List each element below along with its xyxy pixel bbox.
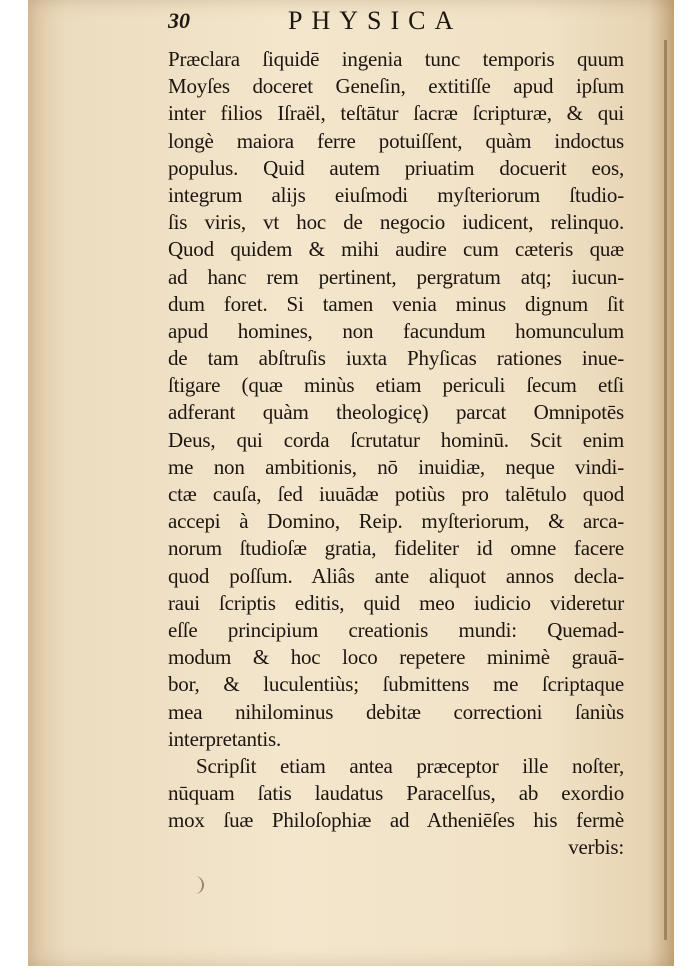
page-edge-shadow [664,40,667,940]
text-line: Deus, qui corda ſcrutatur hominū. Scit enim [168,427,624,452]
text-line: integrum alijs eiuſmodi myſteriorum ſtudio- [168,182,624,207]
text-line: de tam abſtruſis iuxta Phyſicas rationes inue- [168,346,624,371]
text-line: adferant quàm theologicę) parcat Omnipotēs [168,400,624,425]
text-line: inter filios Iſraël, teſtātur ſacræ ſcripturæ, & qui [168,101,624,126]
text-line: verbis: [568,835,624,860]
text-line: bor, & luculentiùs; ſubmittens me ſcriptaque [168,672,624,697]
body-text [168,46,624,862]
text-line: apud homines, non facundum homunculum [168,318,624,343]
text-line: ſtigare (quæ minùs etiam periculi ſecum etſi [168,373,624,398]
text-line: Moyſes doceret Geneſin, extitiſſe apud ipſum [168,74,624,99]
text-line: norum ſtudioſæ gratia, fideliter id omne facere [168,536,624,561]
text-line: nūquam ſatis laudatus Paracelſus, ab exordio [168,781,624,806]
text-line: longè maiora ferre potuiſſent, quàm indoctus [168,128,624,153]
page-number: 30 [168,8,190,33]
text-line: mea nihilominus debitæ correctioni ſaniùs [168,699,624,724]
text-line: ad hanc rem pertinent, pergratum atq; iucun- [168,264,624,289]
running-head: PHYSICA [288,6,463,35]
text-line: eſſe principium creationis mundi: Quemad- [168,617,624,642]
text-line: me non ambitionis, nō inuidiæ, neque vindi- [168,454,624,479]
text-line: Scripſit etiam antea præceptor ille noſter, [196,753,624,778]
text-line: quod poſſum. Aliâs ante aliquot annos decla- [168,563,624,588]
text-line: dum foret. Si tamen venia minus dignum ſit [168,291,624,316]
text-line: interpretantis. [168,726,282,751]
text-line: raui ſcriptis editis, quid meo iudicio videretur [168,590,624,615]
text-line: mox ſuæ Philoſophiæ ad Atheniēſes his fermè [168,808,624,833]
text-line: modum & hoc loco repetere minimè grauā- [168,645,624,670]
text-line: Præclara ſiquidē ingenia tunc temporis quum [168,47,624,71]
text-line: populus. Quid autem priuatim docuerit eos, [168,155,624,180]
page-header [168,6,628,42]
text-line: Quod quidem & mihi audire cum cæteris quæ [168,237,624,262]
text-line: ctæ cauſa, ſed iuuādæ potiùs pro talētulo quod [168,482,624,506]
text-line: ſis viris, vt hoc de negocio iudicent, relinquo. [168,210,624,235]
text-line: accepi à Domino, Reip. myſteriorum, & arca- [168,509,624,534]
